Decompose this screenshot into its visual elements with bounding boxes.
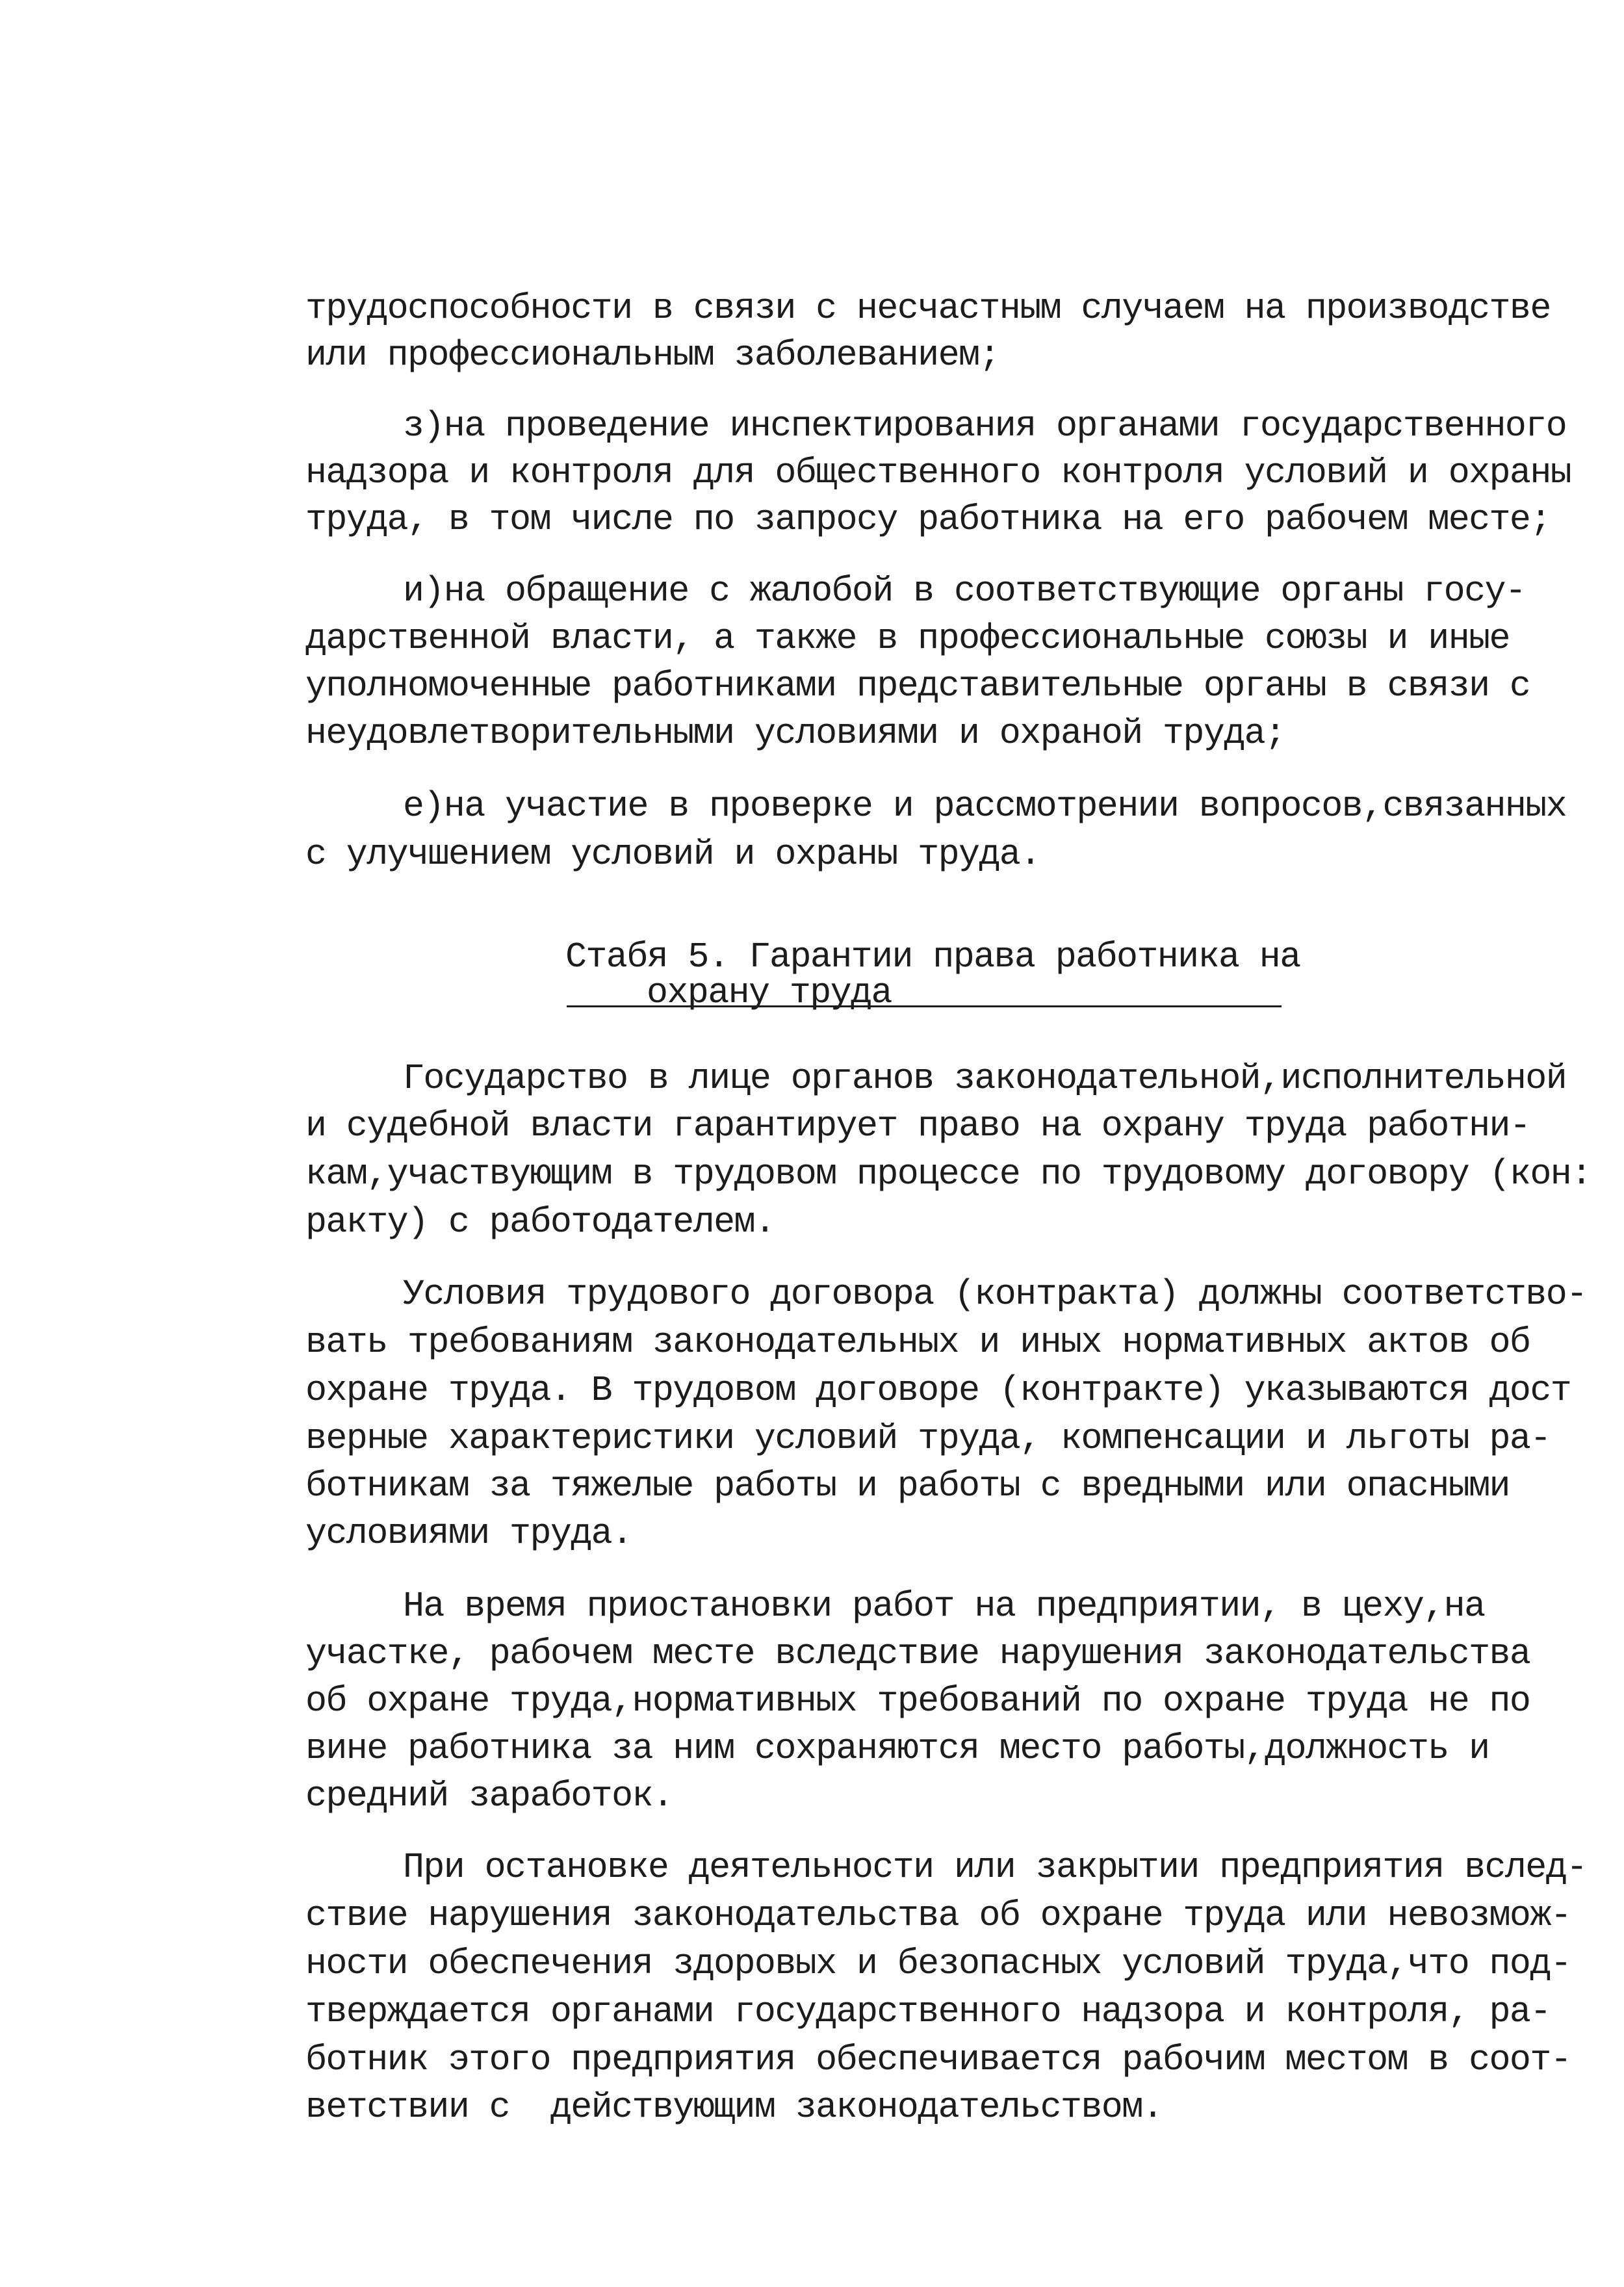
text-line: труда, в том числе по запросу работника на его рабочем месте; xyxy=(305,499,1551,540)
text-line: тверждается органами государственного надзора и контроля, ра- xyxy=(305,1991,1551,2032)
text-line: верные характеристики условий труда, компенсации и льготы ра- xyxy=(305,1418,1551,1459)
text-line: неудовлетворительными условиями и охраной труда; xyxy=(305,713,1285,754)
paragraph-i-first-line: и)на обращение с жалобой в соответствующие органы госу- xyxy=(403,571,1526,612)
text-line: ракту) с работодателем. xyxy=(305,1202,775,1243)
paragraph-2-first-line: Условия трудового договора (контракта) должны соответство- xyxy=(403,1274,1587,1315)
text-line: дарственной власти, а также в профессиональные союзы и иные xyxy=(305,618,1510,659)
paragraph-3-first-line: На время приостановки работ на предприятии, в цеху,на xyxy=(403,1586,1485,1627)
text-line: об охране труда,нормативных требований по охране труда не по xyxy=(305,1681,1530,1722)
text-line: и судебной власти гарантирует право на охрану труда работни- xyxy=(305,1105,1530,1146)
text-line: вине работника за ним сохраняются место работы,должность и xyxy=(305,1728,1489,1769)
paragraph-4-first-line: При остановке деятельности или закрытии предприятия вслед- xyxy=(403,1847,1587,1888)
text-line: ствие нарушения законодательства об охране труда или невозмож- xyxy=(305,1895,1571,1936)
text-line: охране труда. В трудовом договоре (контракте) указываются дост xyxy=(305,1370,1571,1411)
text-line: уполномоченные работниками представительные органы в связи с xyxy=(305,665,1530,706)
text-line: участке, рабочем месте вследствие нарушения законодательства xyxy=(305,1633,1530,1674)
text-line: ботник этого предприятия обеспечивается рабочим местом в соот- xyxy=(305,2039,1571,2080)
text-line: ности обеспечения здоровых и безопасных условий труда,что под- xyxy=(305,1943,1571,1984)
text-line: вать требованиям законодательных и иных нормативных актов об xyxy=(305,1322,1530,1363)
paragraph-1-first-line: Государство в лице органов законодательной,исполнительной xyxy=(403,1058,1567,1099)
text-line: кам,участвующим в трудовом процессе по трудовому договору (кон: xyxy=(305,1154,1592,1195)
article-title: Стабя 5. Гарантии права работника на xyxy=(565,937,1300,977)
text-line: средний заработок. xyxy=(305,1776,673,1816)
text-line: ветствии с действующим законодательством. xyxy=(305,2087,1163,2128)
text-line: условиями труда. xyxy=(305,1513,632,1554)
text-line: ботникам за тяжелые работы и работы с вредными или опасными xyxy=(305,1466,1510,1506)
text-line: или профессиональным заболеванием; xyxy=(305,335,999,376)
title-underline xyxy=(567,1005,1282,1007)
text-line: трудоспособности в связи с несчастным случаем на производстве xyxy=(305,288,1551,329)
text-line: надзора и контроля для общественного контроля условий и охраны xyxy=(305,452,1571,493)
article-title-continuation: охрану труда xyxy=(647,972,892,1013)
paragraph-e-first-line: е)на участие в проверке и рассмотрении вопросов,связанных xyxy=(403,786,1567,827)
paragraph-z-first-line: з)на проведение инспектирования органами государственного xyxy=(403,406,1567,446)
text-line: с улучшением условий и охраны труда. xyxy=(305,834,1040,875)
